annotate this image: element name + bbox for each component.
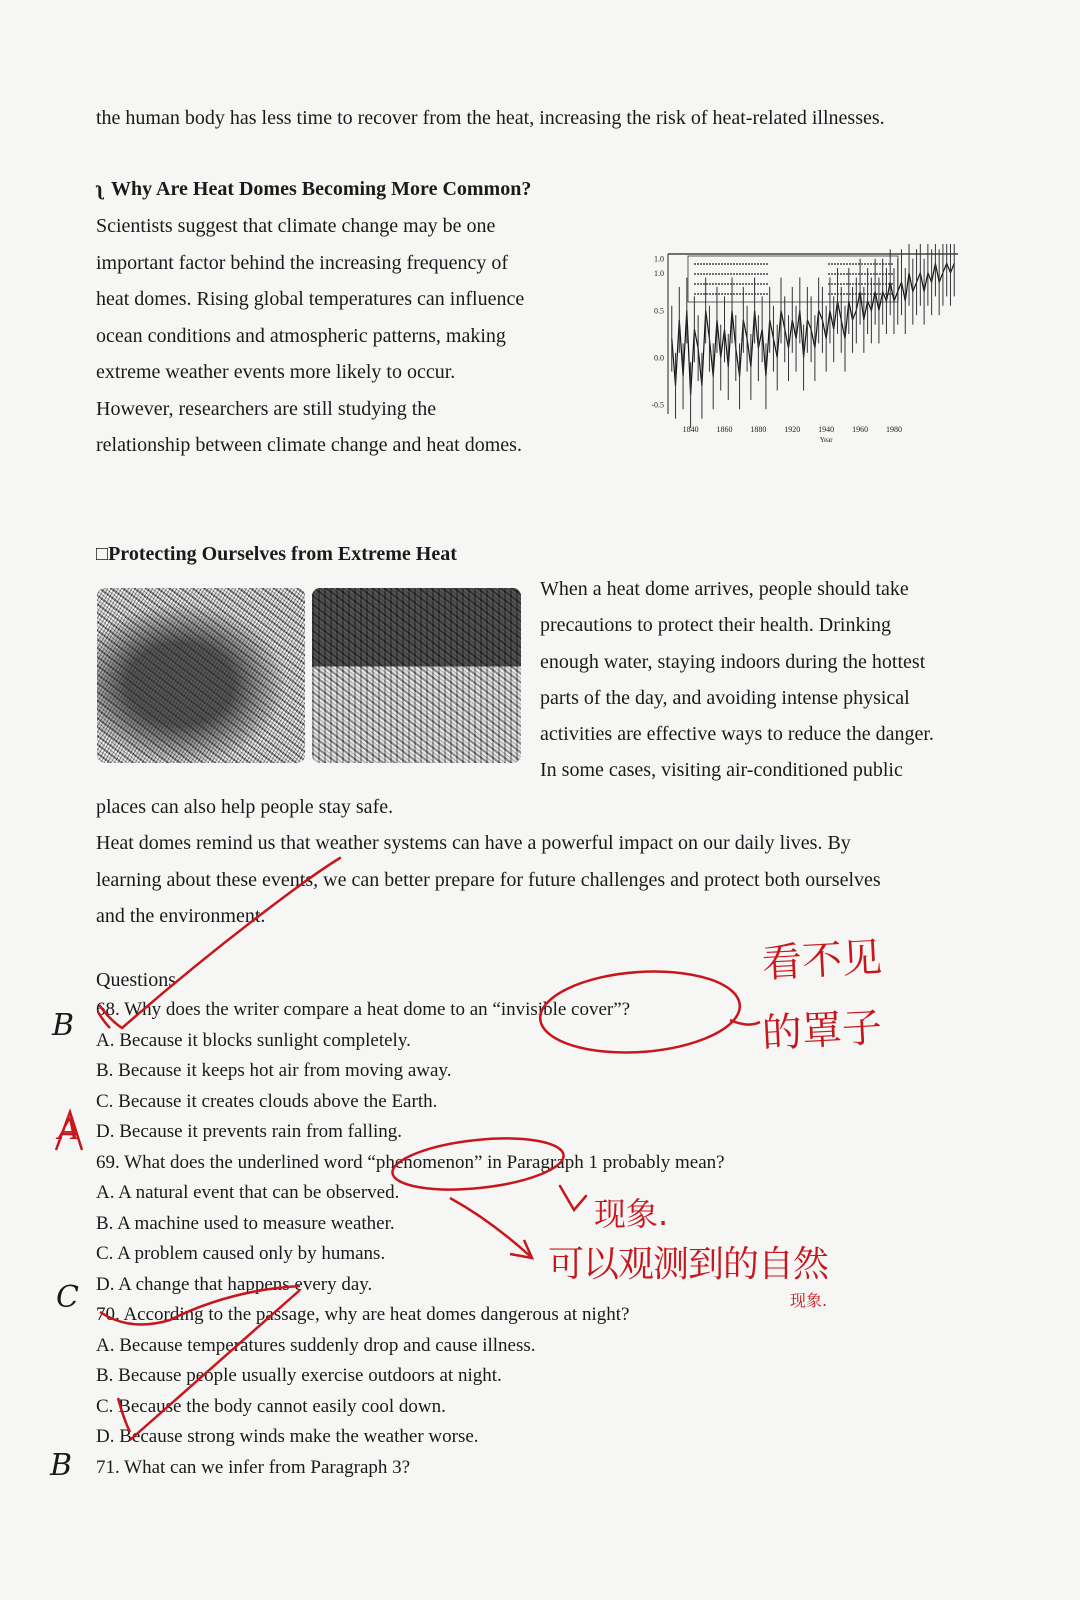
arrow-stroke — [450, 1198, 530, 1256]
chart-x-tick-label: 1880 — [750, 425, 767, 434]
note-invisible-cover-1: 看不见 — [760, 934, 884, 988]
answer-mark-71: B — [50, 1448, 73, 1483]
question-70-option-a: A. Because temperatures suddenly drop and cause illness. — [96, 1334, 536, 1356]
question-69-option-b: B. A machine used to measure weather. — [96, 1212, 395, 1234]
section2-line: enough water, staying indoors during the hottest — [540, 650, 926, 673]
question-70-stem: 70. According to the passage, why are heat domes dangerous at night? — [96, 1304, 630, 1325]
section2-full-line: places can also help people stay safe. — [96, 796, 394, 818]
section2-full-line: Heat domes remind us that weather systems can have a powerful impact on our daily lives. By — [96, 832, 851, 855]
chart-x-axis-label: Year — [819, 436, 833, 444]
section1-bullet-glyph: ʅ — [96, 178, 104, 200]
chart-x-tick-label: 1940 — [818, 425, 835, 434]
section1-line: extreme weather events more likely to occur. — [96, 361, 456, 383]
chart-y-tick-label: 1.0 — [654, 254, 664, 264]
section1-heading-text: Why Are Heat Domes Becoming More Common? — [111, 178, 532, 200]
note-invisible-cover-2: 的罩子 — [760, 1004, 884, 1058]
question-70-option-d: D. Because strong winds make the weather worse. — [96, 1426, 479, 1447]
section2-bullet-glyph: □ — [96, 543, 109, 565]
circle-phenomenon — [390, 1131, 566, 1197]
chart-x-tick-label: 1980 — [885, 425, 902, 434]
chart-x-tick-label: 1840 — [682, 425, 699, 434]
section2-line: precautions to protect their health. Drinking — [540, 614, 892, 637]
answer-mark-70: C — [56, 1280, 79, 1315]
questions-label: Questions — [96, 969, 176, 991]
answer-mark-68: B — [52, 1008, 75, 1043]
section2-full-line: learning about these events, we can better prepare for future challenges and protect both ourselves — [96, 868, 881, 891]
note-phenomenon: 现象. — [594, 1195, 669, 1233]
swoop-stroke — [100, 1286, 300, 1325]
answer-mark-69: A — [58, 1112, 80, 1147]
letter-a-stroke — [56, 1112, 82, 1150]
section2-line: parts of the day, and avoiding intense physical — [540, 686, 910, 709]
section1-line: important factor behind the increasing frequency of — [96, 251, 509, 274]
question-68-option-c: C. Because it creates clouds above the Earth. — [96, 1090, 438, 1112]
arrow-stroke — [560, 1186, 586, 1210]
question-71-stem: 71. What can we infer from Paragraph 3? — [96, 1456, 411, 1478]
section1-line: ocean conditions and atmospheric patterns, making — [96, 324, 506, 347]
section2-line: In some cases, visiting air-conditioned public — [540, 759, 903, 782]
section2-line: activities are effective ways to reduce the danger. — [540, 723, 934, 746]
check-mark-stroke — [100, 858, 340, 1028]
chart-y-tick-label: 0.0 — [654, 353, 664, 363]
chart-y-tick-label: 1.0 — [654, 268, 664, 278]
arrow-stroke — [730, 1020, 760, 1025]
chart-y-tick-label: 0.5 — [654, 306, 664, 316]
section1-line: relationship between climate change and heat domes. — [96, 434, 522, 456]
slash-stroke — [130, 1290, 300, 1440]
question-68-option-a: A. Because it blocks sunlight completely. — [96, 1029, 411, 1051]
circle-invisible-cover — [537, 965, 742, 1059]
section1-line: Scientists suggest that climate change may be one — [96, 215, 496, 237]
chart-x-tick-label: 1920 — [784, 425, 801, 434]
note-definition: 可以观测到的自然 — [548, 1244, 829, 1285]
section2-full-line: and the environment. — [96, 904, 266, 927]
chart-x-tick-label: 1960 — [852, 425, 869, 434]
question-69-stem: 69. What does the underlined word “phenomenon” in Paragraph 1 probably mean? — [96, 1151, 725, 1173]
section1-line: heat domes. Rising global temperatures can influence — [96, 288, 525, 310]
question-68-stem: 68. Why does the writer compare a heat dome to an “invisible cover”? — [96, 999, 631, 1020]
question-69-option-a: A. A natural event that can be observed. — [96, 1182, 400, 1203]
section1-line: However, researchers are still studying the — [96, 397, 437, 420]
intro-line: the human body has less time to recover from the heat, increasing the risk of heat-related illnesses. — [96, 107, 885, 129]
question-70-option-b: B. Because people usually exercise outdoors at night. — [96, 1365, 502, 1386]
note-definition-sub: 现象. — [790, 1291, 828, 1310]
question-68-option-b: B. Because it keeps hot air from moving away. — [96, 1060, 452, 1081]
slash-stroke — [118, 1398, 130, 1432]
question-69-option-c: C. A problem caused only by humans. — [96, 1243, 386, 1264]
question-69-option-d: D. A change that happens every day. — [96, 1273, 373, 1295]
section2-line: When a heat dome arrives, people should take — [540, 578, 909, 600]
question-68-option-d: D. Because it prevents rain from falling. — [96, 1121, 403, 1142]
question-70-option-c: C. Because the body cannot easily cool down. — [96, 1395, 446, 1417]
chart-y-tick-label: -0.5 — [651, 400, 664, 410]
chart-x-tick-label: 1860 — [716, 425, 733, 434]
section2-heading-text: Protecting Ourselves from Extreme Heat — [108, 543, 457, 565]
